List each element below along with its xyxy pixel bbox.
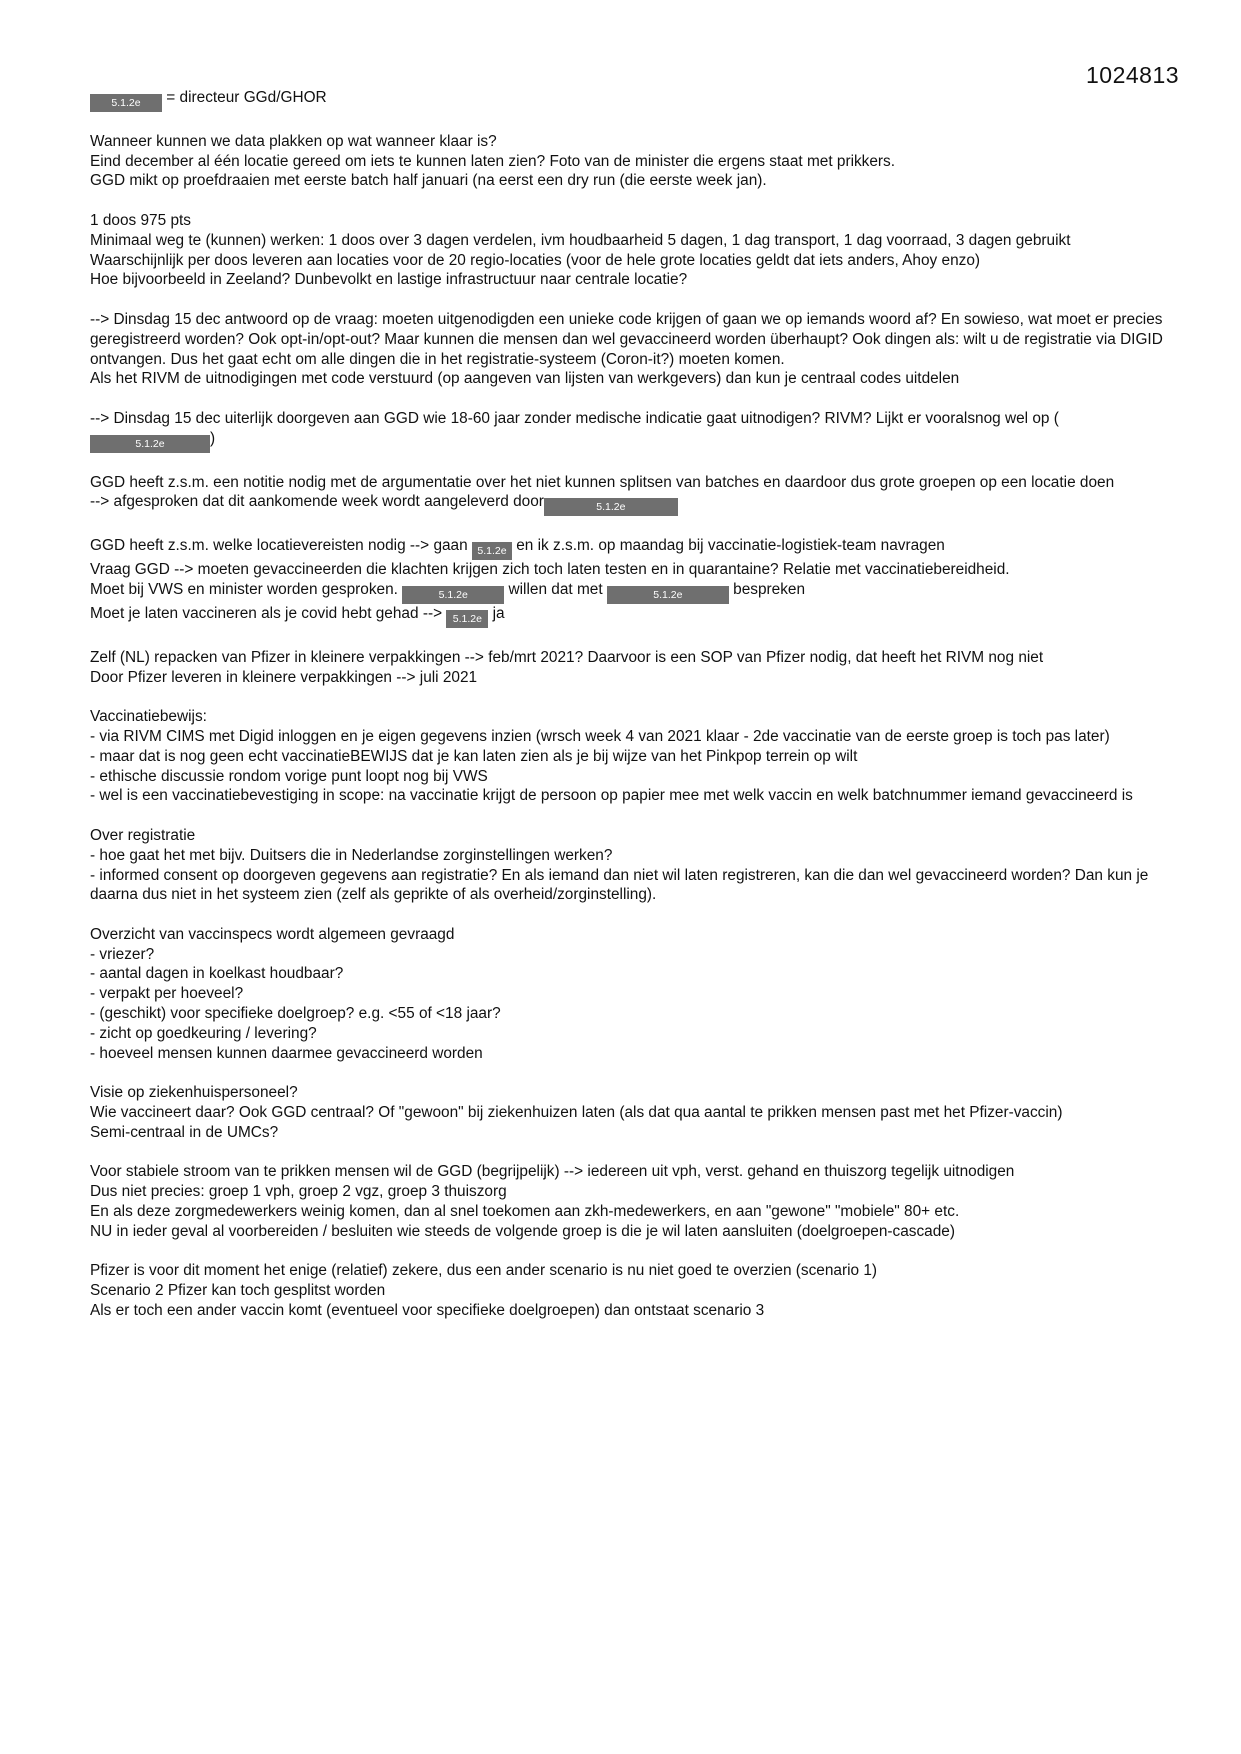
text-line: Dus niet precies: groep 1 vph, groep 2 vgz, groep 3 thuiszorg xyxy=(90,1183,507,1201)
list-item: - (geschikt) voor specifieke doelgroep? e.g. <55 of <18 jaar? xyxy=(90,1005,501,1023)
redaction-box: 5.1.2e xyxy=(544,498,678,516)
text-paragraph: --> Dinsdag 15 dec uiterlijk doorgeven aan GGD wie 18-60 jaar zonder medische indicatie gaat uitnodigen? RIVM? Lijkt er vooralsnog wel op (5.1.2e ) xyxy=(90,409,1170,453)
list-item: - zicht op goedkeuring / levering? xyxy=(90,1024,317,1042)
section-heading: Visie op ziekenhuispersoneel? xyxy=(90,1084,298,1102)
redaction-box: 5.1.2e xyxy=(402,586,504,604)
text-line: Pfizer is voor dit moment het enige (relatief) zekere, dus een ander scenario is nu niet goed te overzien (scenario 1) xyxy=(90,1262,878,1280)
text-line: Waarschijnlijk per doos leveren aan locaties voor de 20 regio-locaties (voor de hele grote locaties geldt dat iets anders, Ahoy enzo) xyxy=(90,251,981,269)
section-heading: Vaccinatiebewijs: xyxy=(90,708,207,726)
list-item: - verpakt per hoeveel? xyxy=(90,985,244,1003)
text-line: NU in ieder geval al voorbereiden / besluiten wie steeds de volgende groep is die je wil laten aansluiten (doelgroepen-cascade) xyxy=(90,1222,955,1240)
text-line: Wanneer kunnen we data plakken op wat wanneer klaar is? xyxy=(90,132,497,150)
text-paragraph: GGD heeft z.s.m. een notitie nodig met de argumentatie over het niet kunnen splitsen van batches en daardoor dus grote groepen op een locatie doen xyxy=(90,473,1115,491)
text-paragraph: --> Dinsdag 15 dec antwoord op de vraag: moeten uitgenodigden een unieke code krijgen of gaan we op iemands woord af? En sowieso, wat moet er precies geregistreerd worden? Ook opt-in/opt-out? Maar kunnen die mensen dan wel gevaccineerd worden überhaupt? Ook dingen als: wilt u de registratie via DIGID ontvangen. Dus het gaat echt om alle dingen die in het registratie-systeem (Coron-it?) moeten komen. xyxy=(90,310,1163,368)
list-item: - vriezer? xyxy=(90,945,155,963)
text-line: Eind december al één locatie gereed om iets te kunnen laten zien? Foto van de minister die ergens staat met prikkers. xyxy=(90,152,896,170)
redaction-box: 5.1.2e xyxy=(90,435,210,453)
text-line: En als deze zorgmedewerkers weinig komen, dan al snel toekomen aan zkh-medewerkers, en aan "gewone" "mobiele" 80+ etc. xyxy=(90,1203,960,1221)
text-line: Scenario 2 Pfizer kan toch gesplitst worden xyxy=(90,1282,386,1300)
text-line: --> afgesproken dat dit aankomende week wordt aangeleverd door 5.1.2e xyxy=(90,492,1170,516)
text-paragraph: Zelf (NL) repacken van Pfizer in kleinere verpakkingen --> feb/mrt 2021? Daarvoor is een SOP van Pfizer nodig, dat heeft het RIVM nog niet xyxy=(90,648,1044,666)
text-line: GGD heeft z.s.m. welke locatievereisten nodig --> gaan 5.1.2e en ik z.s.m. op maandag bij vaccinatie-logistiek-team navragen xyxy=(90,536,1170,560)
text-line: GGD mikt op proefdraaien met eerste batch half januari (na eerst een dry run (die eerste week jan). xyxy=(90,172,767,190)
text-line: Voor stabiele stroom van te prikken mensen wil de GGD (begrijpelijk) --> iedereen uit vph, verst. gehand en thuiszorg tegelijk uitnodigen xyxy=(90,1163,1015,1181)
list-item: - aantal dagen in koelkast houdbaar? xyxy=(90,965,344,983)
text-line: Minimaal weg te (kunnen) werken: 1 doos over 3 dagen verdelen, ivm houdbaarheid 5 dagen, 1 dag transport, 1 dag voorraad, 3 dagen gebruikt xyxy=(90,231,1071,249)
text-line: Hoe bijvoorbeeld in Zeeland? Dunbevolkt en lastige infrastructuur naar centrale locatie? xyxy=(90,271,688,289)
list-item: - maar dat is nog geen echt vaccinatieBEWIJS dat je kan laten zien als je bij wijze van het Pinkpop terrein op wilt xyxy=(90,747,858,765)
list-item: - via RIVM CIMS met Digid inloggen en je eigen gegevens inzien (wrsch week 4 van 2021 klaar - 2de vaccinatie van de eerste groep is toch pas later) xyxy=(90,727,1110,745)
line-director: 5.1.2e = directeur GGd/GHOR xyxy=(90,88,1170,112)
list-item: - wel is een vaccinatiebevestiging in scope: na vaccinatie krijgt de persoon op papier mee met welk vaccin en welk batchnummer iemand gevaccineerd is xyxy=(90,787,1133,805)
text-line: Semi-centraal in de UMCs? xyxy=(90,1123,279,1141)
list-item: - hoeveel mensen kunnen daarmee gevaccineerd worden xyxy=(90,1044,483,1062)
document-body xyxy=(90,88,1170,1321)
section-heading: Overzicht van vaccinspecs wordt algemeen gevraagd xyxy=(90,925,455,943)
list-item: - informed consent op doorgeven gegevens aan registratie? En als iemand dan niet wil laten registreren, kan die dan wel gevaccineerd worden? Dan kun je daarna dus niet in het systeem zien (zelf als geprikte of als overheid/zorginstelling). xyxy=(90,866,1149,904)
text-line: Moet bij VWS en minister worden gesproken. 5.1.2e willen dat met 5.1.2e bespreken xyxy=(90,580,1170,604)
text-line: Als er toch een ander vaccin komt (eventueel voor specifieke doelgroepen) dan ontstaat scenario 3 xyxy=(90,1302,765,1320)
text-line: Door Pfizer leveren in kleinere verpakkingen --> juli 2021 xyxy=(90,668,478,686)
text-line: Wie vaccineert daar? Ook GGD centraal? Of "gewoon" bij ziekenhuizen laten (als dat qua aantal te prikken mensen past met het Pfizer-vaccin) xyxy=(90,1104,1063,1122)
list-item: - ethische discussie rondom vorige punt loopt nog bij VWS xyxy=(90,767,488,785)
redaction-box: 5.1.2e xyxy=(90,94,162,112)
list-item: - hoe gaat het met bijv. Duitsers die in Nederlandse zorginstellingen werken? xyxy=(90,846,613,864)
redaction-box: 5.1.2e xyxy=(446,610,488,628)
text-line: Als het RIVM de uitnodigingen met code verstuurd (op aangeven van lijsten van werkgevers) dan kun je centraal codes uitdelen xyxy=(90,370,960,388)
redaction-box: 5.1.2e xyxy=(472,542,512,560)
text-line: 1 doos 975 pts xyxy=(90,211,191,229)
text-line: Vraag GGD --> moeten gevaccineerden die klachten krijgen zich toch laten testen en in quarantaine? Relatie met vaccinatiebereidheid. xyxy=(90,561,1010,579)
redaction-box: 5.1.2e xyxy=(607,586,729,604)
document-number: 1024813 xyxy=(1086,62,1180,88)
text-line: Moet je laten vaccineren als je covid hebt gehad --> 5.1.2e ja xyxy=(90,604,1170,628)
section-heading: Over registratie xyxy=(90,826,196,844)
